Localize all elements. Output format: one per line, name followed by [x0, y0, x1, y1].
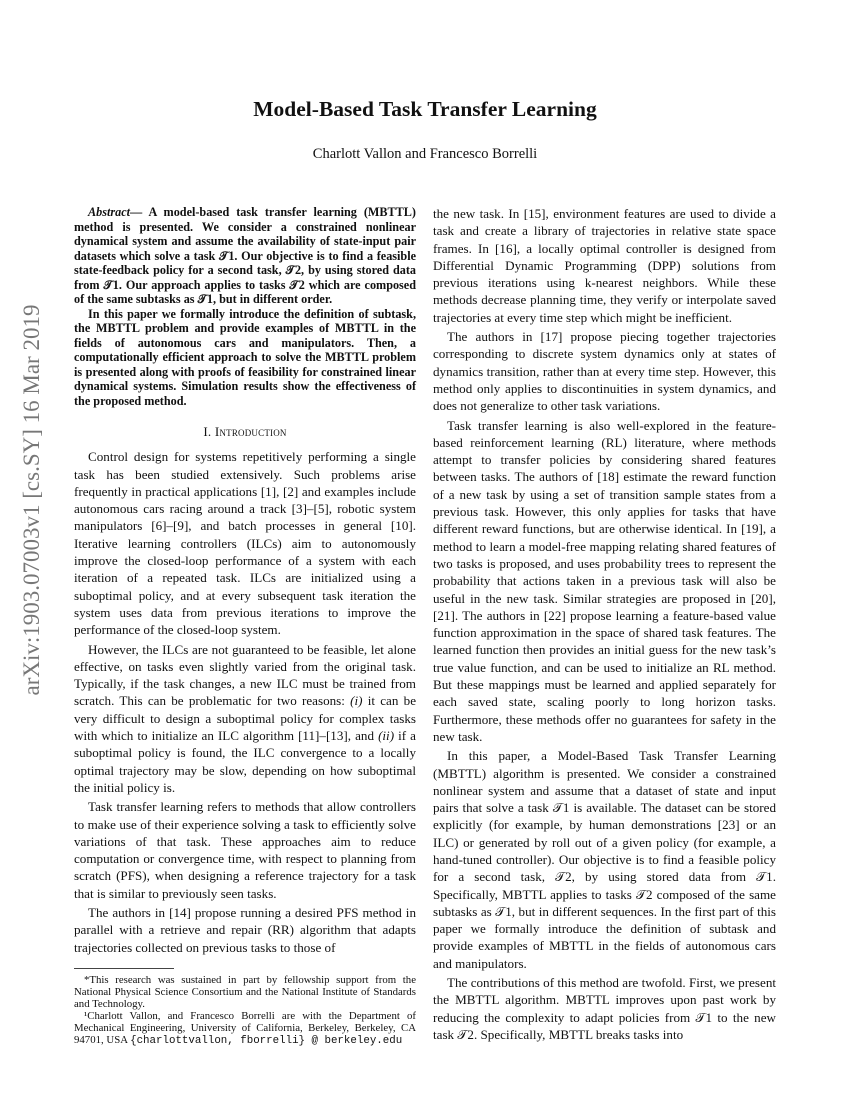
arxiv-identifier-sidebar [8, 290, 56, 710]
intro-paragraph-2b: it can be very difficult to design a suboptimal policy for complex tasks with which to initialize an ILC algorithm [11]–[13], and [74, 693, 417, 744]
abstract-paragraph-2: In this paper we formally introduce the definition of subtask, the MBTTL problem and provide examples of MBTTL in the fields of autonomous cars and manipulators. Then, a computationally efficient approach to solve the MBTTL problem is presented along with proofs of feasibility for constrained linear dynamical systems. Simulation results show the effectiveness of the proposed method. [74, 306, 416, 408]
paper-title: Model-Based Task Transfer Learning [253, 97, 597, 121]
enum-i: (i) [350, 693, 363, 709]
right-paragraph-2: The authors in [17] propose piecing together trajectories corresponding to discrete system dynamics only at states of dynamics transition, rather than at every time step. However, this method only applies to discontinuities in system dynamics, and does not generalize to other task variations. [433, 329, 776, 414]
left-column [74, 205, 416, 1047]
footnote-rule [74, 968, 174, 969]
arxiv-identifier-text: arXiv:1903.07003v1 [cs.SY] 16 Mar 2019 [19, 304, 44, 696]
footnote-email: {charlottvallon, fborrelli} @ berkeley.edu [130, 1034, 403, 1047]
intro-paragraph-2c: if a suboptimal policy is found, the ILC convergence to a locally optimal trajectory may be slow, depending on how suboptimal the initial policy is. [74, 728, 416, 795]
right-paragraph-4: In this paper, a Model-Based Task Transfer Learning (MBTTL) algorithm is presented. We consider a constrained nonlinear system and assume that a dataset of state and input pairs that solve a task 𝒯1 is available. The dataset can be stored explicitly (for example, by human demonstrations [23] or an ILC) or generated by roll out of a given policy (for example, a hand-tuned controller). Our objective is to find a feasible policy for a second task, 𝒯2, by using stored data from 𝒯1. Specifically, MBTTL applies to tasks 𝒯2 composed of the same subtasks as 𝒯1, but in different sequences. In the first part of this paper we formally introduce the definition of subtask and provide examples of MBTTL in the fields of autonomous cars and manipulators. [433, 748, 776, 971]
abstract-text-1: — A model-based task transfer learning (MBTTL) method is presented. We consider a constrained nonlinear dynamical system and assume the availability of state-input pair datasets which solve a task 𝒯1. Our objective is to find a feasible state-feedback policy for a second task, 𝒯2, by using stored data from 𝒯1. Our approach applies to tasks 𝒯2 which are composed of the same subtasks as 𝒯1, but in different order. [74, 205, 416, 306]
intro-paragraph-2 [74, 641, 416, 797]
abstract [74, 205, 416, 408]
right-paragraph-5: The contributions of this method are twofold. First, we present the MBTTL algorithm. MBTTL improves upon past work by reducing the complexity to adapt policies from 𝒯1 to the new task 𝒯2. Specifically, MBTTL breaks tasks into [433, 975, 776, 1042]
section-heading-introduction: I. Introduction [203, 424, 287, 439]
intro-paragraph-2a: However, the ILCs are not guaranteed to be feasible, let alone effective, on tasks even slightly varied from the original task. Typically, if the task changes, a new ILC must be trained from scratch. This can be problematic for two reasons: [74, 641, 416, 709]
intro-paragraph-1: Control design for systems repetitively performing a single task has been studied extensively. Such problems arise frequently in practical applications [1], [2] and examples include autonomous cars racing around a track [3]–[5], robotic system manipulators [6]–[9], and batch processes in general [10]. Iterative learning controllers (ILCs) aim to autonomously improve the closed-loop performance of a system with each iteration of a repeated task. ILCs are initialized using a suboptimal policy, and at every subsequent task iteration the system uses data from previous iterations to improve the performance of the closed-loop system. [74, 449, 416, 638]
footnote-funding: *This research was sustained in part by fellowship support from the National Physical Science Consortium and the National Institute of Standards and Technology. [74, 973, 416, 1010]
intro-paragraph-4: The authors in [14] propose running a desired PFS method in parallel with a retrieve and repair (RR) algorithm that adapts trajectories collected on previous tasks to those of [74, 905, 416, 955]
intro-paragraph-3: Task transfer learning refers to methods that allow controllers to make use of their experience solving a task to efficiently solve variations of that task. These approaches aim to reduce computation or convergence time, with respect to planning from scratch (PFS), when designing a reference trajectory for a task that is similar to previously seen tasks. [74, 799, 416, 901]
paper-authors: Charlott Vallon and Francesco Borrelli [312, 146, 538, 162]
enum-ii: (ii) [378, 728, 395, 744]
footnote-affiliation-text: ¹Charlott Vallon, and Francesco Borrelli are with the Department of Mechanical Engineering, University of California, Berkeley, Berkeley, CA 94701, USA [74, 1009, 416, 1046]
abstract-paragraph-1 [74, 205, 416, 307]
abstract-label: Abstract [88, 205, 130, 219]
right-paragraph-3: Task transfer learning is also well-explored in the feature-based reinforcement learning (RL) literature, where methods attempt to transfer policies by considering shared features between tasks. The authors of [18] estimate the reward function of a new task by using a set of transition sample states from a previous task. However, this only applies for tasks that have different reward functions, but are otherwise identical. In [19], a method to learn a model-free mapping relating shared features of two tasks is proposed, and uses probability trees to represent the probability that actions taken in a previous task will also be useful in the new task. Similar strategies are proposed in [20], [21]. The authors in [22] propose learning a feature-based value function approximation in the space of shared task features. The learned function then provides an initial guess for the new task’s true value function, and can be used to initialize an RL method. But these mappings must be learned and applied separately for each saved state, scaling poorly to long horizon tasks. Furthermore, these methods offer no guarantees for safety in the new task. [433, 417, 776, 744]
footnote-affiliation [74, 1010, 416, 1047]
right-paragraph-1: the new task. In [15], environment features are used to divide a task and create a library of trajectories in relative state space frames. In [16], a locally optimal controller is designed from Differential Dynamic Programming (DPP) solutions from previous iterations using k-nearest neighbors. While these methods decrease planning time, they verify or interpolate saved trajectories at every time step which might be inefficient. [433, 206, 776, 325]
right-column [433, 205, 776, 1043]
